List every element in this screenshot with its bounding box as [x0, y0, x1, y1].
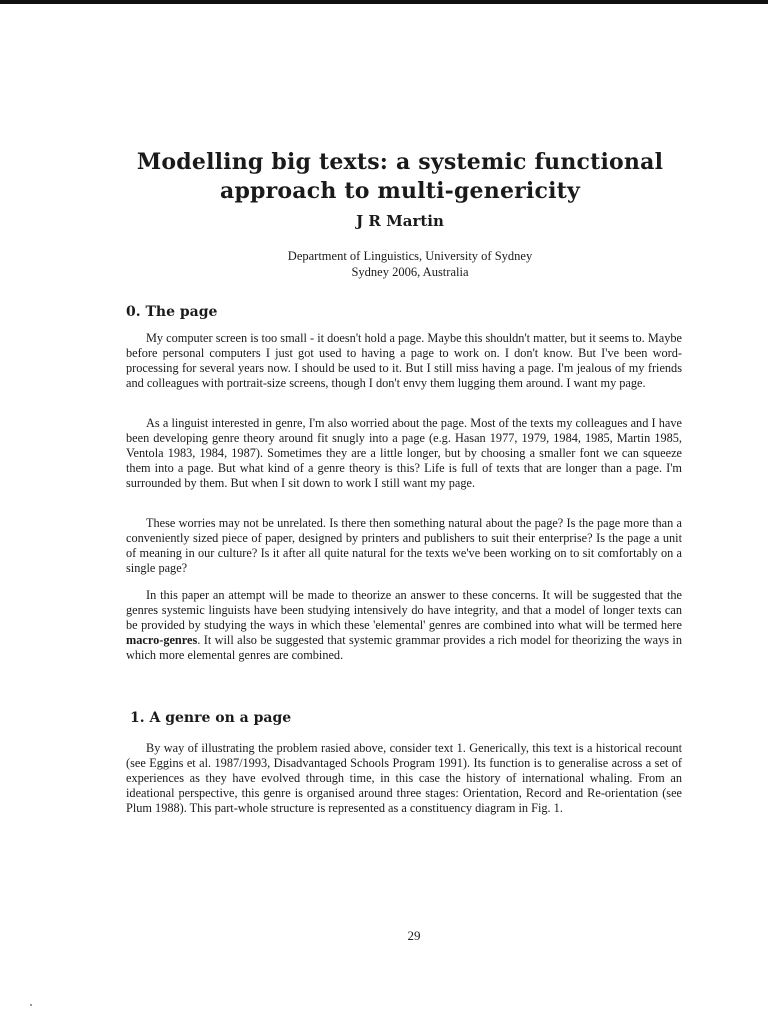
affiliation-line-1: Department of Linguistics, University of Sydney: [287, 249, 533, 263]
paragraph: By way of illustrating the problem rasied above, consider text 1. Generically, this text is a historical recount (see Eggins et al. 1987/1993, Disadvantaged Schools Program 1991). Its function is to generalise across a set of experiences as they have evolved through time, in this case the history of international whaling. From an ideational perspective, this genre is organised around three stages: Orientation, Record and Re-orientation (see Plum 1988). This part-whole structure is represented as a constituency diagram in Fig. 1.: [126, 741, 682, 815]
paragraph-text: In this paper an attempt will be made to theorize an answer to these concerns. It will be suggested that the genres systemic linguists have been studying intensively do have integrity, and that a model of longer texts can be provided by studying the ways in which these 'elemental' genres are combined into what will be termed here: [126, 588, 682, 632]
paragraph: My computer screen is too small - it doesn't hold a page. Maybe this shouldn't matter, but it seems to. Maybe before personal computers I just got used to having a page to work on. I don't know. But I've been word-processing for several years now. I should be used to it. But I still miss having a page. I'm jealous of my friends and colleagues with portrait-size screens, though I don't envy them lugging them around. I want my page.: [126, 331, 682, 390]
paragraph-text: . It will also be suggested that systemic grammar provides a rich model for theorizing the ways in which more elemental genres are combined.: [126, 633, 682, 662]
section-heading-0: 0. The page: [126, 304, 218, 320]
affiliation: [220, 248, 600, 280]
section-heading-1: 1. A genre on a page: [130, 710, 292, 726]
paper-title: Modelling big texts: a systemic functional approach to multi-genericity: [136, 149, 664, 204]
scan-speck: [30, 1004, 32, 1006]
affiliation-line-2: Sydney 2006, Australia: [351, 265, 469, 279]
term-macro-genres: macro-genres: [126, 633, 198, 647]
paragraph: [126, 588, 682, 663]
author-name: J R Martin: [356, 212, 444, 230]
paragraph: These worries may not be unrelated. Is there then something natural about the page? Is the page more than a conveniently sized piece of paper, designed by printers and publishers to suit their enterprise? Is the page a unit of meaning in our culture? Is it after all quite natural for the texts we've been working on to sit comfortably on a single page?: [126, 516, 682, 575]
page-number: 29: [407, 928, 421, 943]
paragraph: As a linguist interested in genre, I'm also worried about the page. Most of the texts my colleagues and I have been developing genre theory around fit snugly into a page (e.g. Hasan 1977, 1979, 1984, 1985, Martin 1985, Ventola 1983, 1984, 1987). Sometimes they are a little longer, but by choosing a smaller font we can squeeze them into a page. But what kind of a genre theory is this? Life is full of texts that are longer than a page. I'm surrounded by them. But when I sit down to work I still want my page.: [126, 416, 682, 490]
